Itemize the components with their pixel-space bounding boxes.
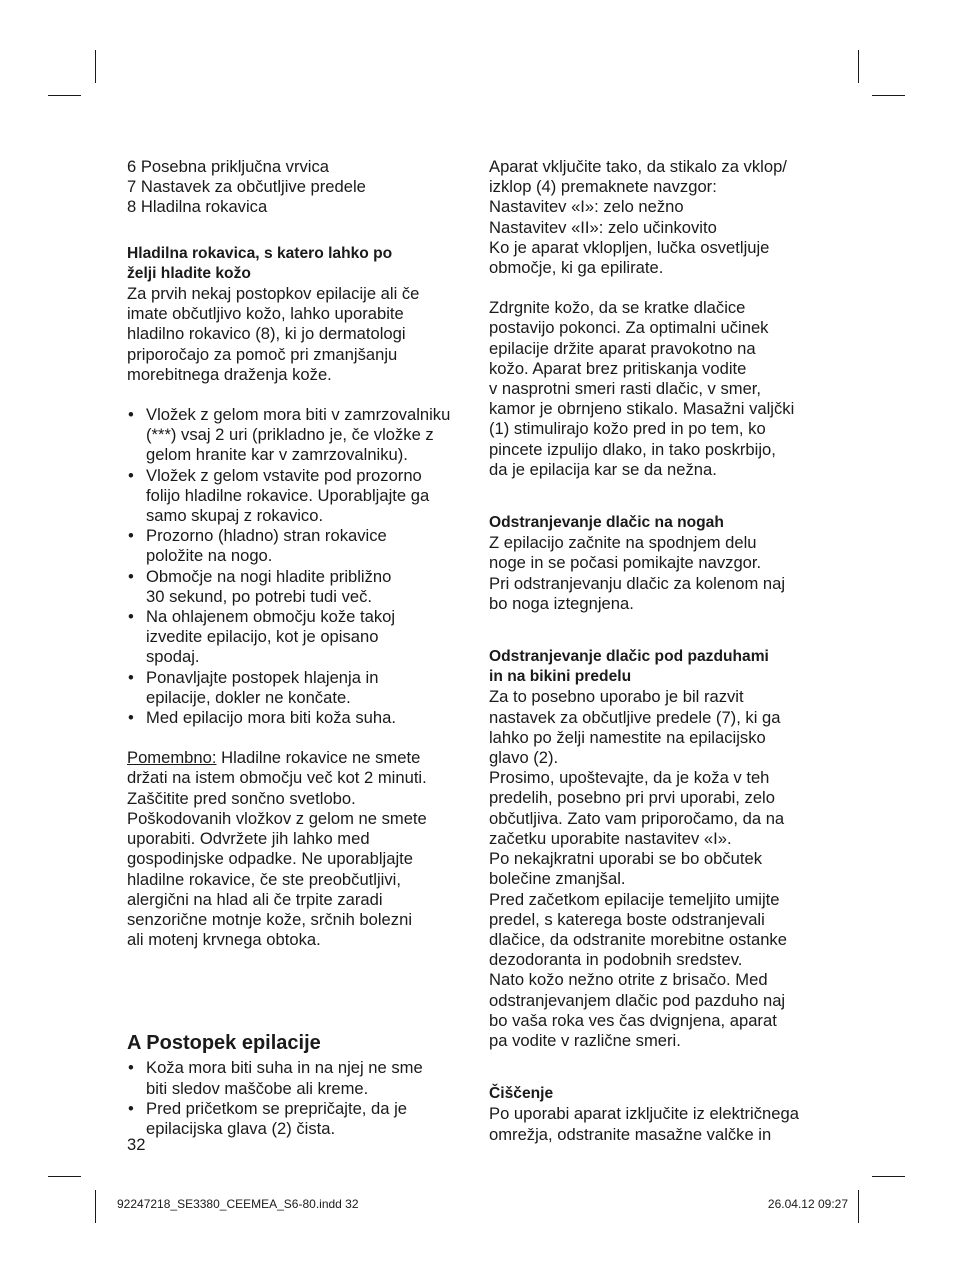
- text-line: • Vložek z gelom vstavite pod prozorno: [146, 465, 422, 485]
- text-line: kožo. Aparat brez pritiskanja vodite: [489, 358, 747, 378]
- text-line: dlačice, da odstranite morebitne ostanke: [489, 929, 787, 949]
- right-column: [489, 157, 834, 1145]
- text-line: • Pred pričetkom se prepričajte, da je: [146, 1098, 408, 1118]
- text-line: hladilno rokavico (8), ki jo dermatologi: [127, 324, 406, 344]
- bullet-item: [127, 708, 472, 728]
- text-line: uporabiti. Odvržete jih lahko med: [127, 829, 370, 849]
- text-line: noge in se počasi pomikajte navzgor.: [489, 553, 762, 573]
- section-a-bullets: [127, 1058, 472, 1139]
- bullet-item: [127, 466, 472, 527]
- crop-mark: [48, 1176, 81, 1177]
- bullet-item: [127, 567, 472, 607]
- page-number: 32: [127, 1135, 146, 1154]
- text-line: gelom hranite kar v zamrzovalniku).: [146, 445, 408, 465]
- text-line: • Območje na nogi hladite približno: [146, 566, 392, 586]
- crop-mark: [48, 95, 81, 96]
- text-line: Poškodovanih vložkov z gelom ne smete: [127, 808, 427, 828]
- important-note: [127, 748, 472, 950]
- text-line: epilacije, dokler ne končate.: [146, 687, 351, 707]
- bullet-item: [127, 607, 472, 668]
- text-line: alergični na hlad ali če trpite zaradi: [127, 889, 383, 909]
- text-line: postavijo pokonci. Za optimalni učinek: [489, 318, 769, 338]
- text-line: morebitnega draženja kože.: [127, 364, 332, 384]
- cooling-glove-text: [127, 284, 472, 385]
- text-line: glavo (2).: [489, 748, 559, 768]
- text-line: priporočajo za pomoč pri zmanjšanju: [127, 344, 398, 364]
- parts-list: [127, 157, 472, 218]
- cooling-glove-bullets: [127, 405, 472, 728]
- crop-mark: [858, 1190, 859, 1223]
- footer-file-slug: 92247218_SE3380_CEEMEA_S6-80.indd 32: [117, 1197, 359, 1211]
- crop-mark: [95, 50, 96, 83]
- text-line: dezodoranta in podobnih sredstev.: [489, 950, 743, 970]
- text-line: Odstranjevanje dlačic pod pazduhami: [489, 648, 769, 666]
- text-line: Nastavitev «II»: zelo učinkovito: [489, 217, 717, 237]
- text-line: ali motenj krvnega obtoka.: [127, 930, 321, 950]
- text-line: položite na nogo.: [146, 546, 273, 566]
- text-line: Zaščitite pred sončno svetlobo.: [127, 788, 356, 808]
- bullet-item: [127, 1099, 472, 1139]
- text-line: folijo hladilne rokavice. Uporabljajte ga: [146, 485, 430, 505]
- parts-list-item: 6 Posebna priključna vrvica: [127, 157, 329, 176]
- text-line: začetku uporabite nastavitev «I».: [489, 828, 732, 848]
- text-line: • Med epilacijo mora biti koža suha.: [146, 708, 396, 728]
- text-line: 30 sekund, po potrebi tudi več.: [146, 586, 373, 606]
- text-line: spodaj.: [146, 647, 200, 667]
- text-line: hladilne rokavice, če ste preobčutljivi,: [127, 869, 401, 889]
- text-line: nastavek za občutljive predele (7), ki ga: [489, 707, 781, 727]
- text-line: pincete izpulijo dlako, in tako poskrbijo,: [489, 439, 776, 459]
- text-line: gospodinjske odpadke. Ne uporabljajte: [127, 849, 413, 869]
- text-line: Pred začetkom epilacije temeljito umijte: [489, 889, 780, 909]
- text-line: lahko po želji namestite na epilacijsko: [489, 727, 766, 747]
- switch-on-paragraph: [489, 157, 834, 278]
- footer-datetime-slug: 26.04.12 09:27: [767, 1197, 848, 1211]
- parts-list-item: 7 Nastavek za občutljive predele: [127, 177, 366, 197]
- text-line: da je epilacija kar se da nežna.: [489, 459, 717, 479]
- important-label: Pomembno:: [127, 748, 217, 768]
- text-line: Pri odstranjevanju dlačic za kolenom naj: [489, 573, 786, 593]
- cleaning-heading: Čiščenje: [489, 1085, 554, 1103]
- crop-mark: [858, 50, 859, 83]
- crop-mark: [872, 95, 905, 96]
- text-line: Za prvih nekaj postopkov epilacije ali če: [127, 284, 420, 304]
- text-line: Pomembno: Hladilne rokavice ne smete: [127, 748, 421, 768]
- underarms-text: [489, 687, 834, 1051]
- text-line: in na bikini predelu: [489, 668, 632, 686]
- left-column: [127, 157, 472, 1139]
- text-line: občutljiva. Zato vam priporočamo, da na: [489, 808, 785, 828]
- legs-heading: Odstranjevanje dlačic na nogah: [489, 514, 724, 532]
- technique-paragraph: [489, 298, 834, 480]
- text-line: Nato kožo nežno otrite z brisačo. Med: [489, 970, 768, 990]
- text-line: • Koža mora biti suha in na njej ne sme: [146, 1058, 423, 1078]
- cooling-glove-heading: [127, 244, 472, 284]
- text-line: bo noga iztegnjena.: [489, 593, 634, 613]
- parts-list-item: 8 Hladilna rokavica: [127, 197, 268, 217]
- text-line: želji hladite kožo: [127, 264, 251, 282]
- text-line: • Ponavljajte postopek hlajenja in: [146, 667, 379, 687]
- text-line: kamor je obrnjeno stikalo. Masažni valjčki: [489, 399, 795, 419]
- bullet-item: [127, 405, 472, 466]
- text-line: v nasprotni smeri rasti dlačic, v smer,: [489, 379, 762, 399]
- cleaning-text: [489, 1104, 834, 1144]
- text-line: samo skupaj z rokavico.: [146, 506, 324, 526]
- text-line: • Prozorno (hladno) stran rokavice: [146, 526, 387, 546]
- bullet-item: [127, 668, 472, 708]
- underarms-heading: [489, 647, 834, 687]
- text-line: imate občutljivo kožo, lahko uporabite: [127, 304, 404, 324]
- crop-mark: [872, 1176, 905, 1177]
- text-line: • Na ohlajenem območju kože takoj: [146, 607, 396, 627]
- text-line: Po nekajkratni uporabi se bo občutek: [489, 849, 763, 869]
- text-line: Aparat vključite tako, da stikalo za vklop/: [489, 157, 787, 176]
- text-line: držati na istem območju več kot 2 minuti.: [127, 768, 427, 788]
- text-line: Prosimo, upoštevajte, da je koža v teh: [489, 768, 770, 788]
- section-a-heading: A Postopek epilacije: [127, 1032, 321, 1055]
- text-line: odstranjevanjem dlačic pod pazduho naj: [489, 990, 786, 1010]
- text-line: (1) stimulirajo kožo pred in po tem, ko: [489, 419, 766, 439]
- text-line: Ko je aparat vklopljen, lučka osvetljuje: [489, 237, 770, 257]
- text-line: biti sledov maščobe ali kreme.: [146, 1078, 369, 1098]
- text-line: epilacije držite aparat pravokotno na: [489, 338, 756, 358]
- text-line: bolečine zmanjšal.: [489, 869, 626, 889]
- text-line: • Vložek z gelom mora biti v zamrzovalniku: [146, 405, 451, 425]
- text-line: bo vaša roka ves čas dvignjena, aparat: [489, 1010, 777, 1030]
- text-line: omrežja, odstranite masažne valčke in: [489, 1124, 772, 1144]
- text-line: pa vodite v različne smeri.: [489, 1030, 681, 1050]
- bullet-item: [127, 526, 472, 566]
- text-line: predel, s katerega boste odstranjevali: [489, 909, 765, 929]
- text-line: območje, ki ga epilirate.: [489, 258, 664, 278]
- text-line: Hladilna rokavica, s katero lahko po: [127, 244, 393, 262]
- text-line: Z epilacijo začnite na spodnjem delu: [489, 533, 757, 553]
- legs-text: [489, 533, 834, 614]
- text-line: predelih, posebno pri prvi uporabi, zelo: [489, 788, 775, 808]
- text-line: senzorične motnje kože, srčnih bolezni: [127, 909, 413, 929]
- text-line: Nastavitev «I»: zelo nežno: [489, 197, 684, 217]
- crop-mark: [95, 1190, 96, 1223]
- text-line: epilacijska glava (2) čista.: [146, 1118, 336, 1138]
- text-line: Zdrgnite kožo, da se kratke dlačice: [489, 298, 746, 318]
- text-line: Za to posebno uporabo je bil razvit: [489, 687, 744, 707]
- text-line: (***) vsaj 2 uri (prikladno je, če vložke z: [146, 425, 434, 445]
- text-line: izklop (4) premaknete navzgor:: [489, 177, 717, 197]
- bullet-item: [127, 1058, 472, 1098]
- text-line: izvedite epilacijo, kot je opisano: [146, 627, 379, 647]
- text-line: Po uporabi aparat izključite iz električnega: [489, 1104, 799, 1124]
